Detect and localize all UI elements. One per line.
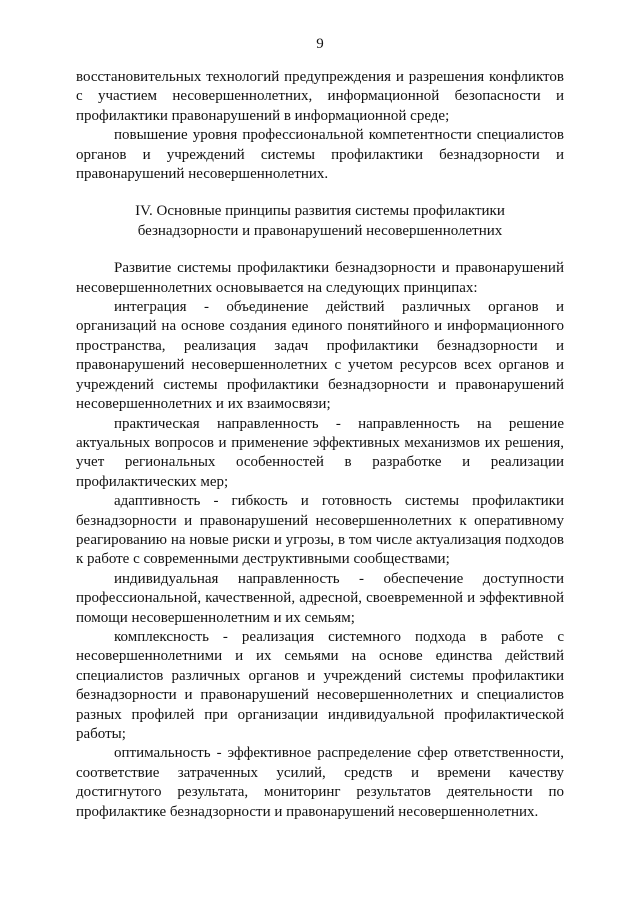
document-page [76, 34, 564, 822]
principle-paragraph: интеграция - объединение действий различных органов и организаций на основе создания единого понятийного и информационного пространства, реализация задач профилактики безнадзорности и правонарушений несовершеннолетних с учетом ресурсов всех органов и учреждений системы профилактики безнадзорности и правонарушений несовершеннолетних и их взаимосвязи; [76, 299, 564, 413]
page-number: 9 [316, 36, 324, 52]
principle-paragraph: индивидуальная направленность - обеспечение доступности профессиональной, качественной, адресной, своевременной и эффективной помощи несовершеннолетним и их семьям; [76, 570, 564, 626]
principle-paragraph: комплексность - реализация системного подхода в работе с несовершеннолетними и их семьями на основе единства действий специалистов различных органов и учреждений системы профилактики безнадзорности и правонарушений несовершеннолетних и специалистов разных профилей при организации индивидуальной профилактической работы; [76, 628, 564, 742]
paragraph: повышение уровня профессиональной компетентности специалистов органов и учреждений системы профилактики безнадзорности и правонарушений несовершеннолетних. [76, 127, 564, 183]
section-heading-line: IV. Основные принципы развития системы профилактики [135, 203, 505, 220]
principle-paragraph: оптимальность - эффективное распределение сфер ответственности, соответствие затраченных усилий, средств и времени качеству достигнутого результата, мониторинг результатов деятельности по профилактике безнадзорности и правонарушений несовершеннолетних. [76, 745, 564, 820]
principle-paragraph: практическая направленность - направленность на решение актуальных вопросов и применение эффективных механизмов их решения, учет региональных особенностей в разработке и реализации профилактических мер; [76, 415, 564, 490]
section-heading [76, 202, 564, 241]
paragraph-continuation: восстановительных технологий предупреждения и разрешения конфликтов с участием несовершеннолетних, информационной безопасности и профилактики правонарушений в информационной среде; [76, 69, 564, 124]
section-heading-line: безнадзорности и правонарушений несовершеннолетних [137, 222, 503, 239]
principle-paragraph: адаптивность - гибкость и готовность системы профилактики безнадзорности и правонарушений несовершеннолетних к оперативному реагированию на новые риски и угрозы, в том числе актуализация подходов к работе с современными деструктивными сообществами; [76, 493, 564, 568]
paragraph: Развитие системы профилактики безнадзорности и правонарушений несовершеннолетних основывается на следующих принципах: [76, 260, 564, 296]
